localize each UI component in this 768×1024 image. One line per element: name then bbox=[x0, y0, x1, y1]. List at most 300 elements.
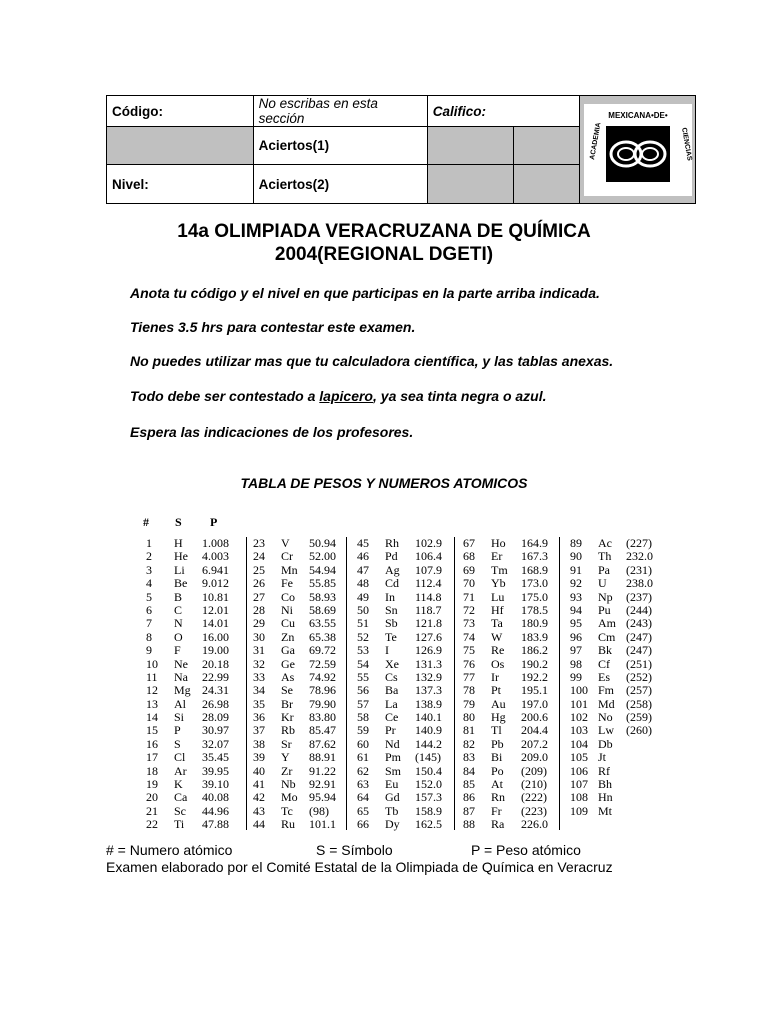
element-symbol: Ne bbox=[174, 656, 188, 671]
element-number: 52 bbox=[357, 629, 369, 644]
element-number: 75 bbox=[463, 643, 475, 658]
element-weight: 35.45 bbox=[202, 750, 229, 765]
element-weight: 118.7 bbox=[415, 602, 442, 617]
element-symbol: Li bbox=[174, 562, 185, 577]
element-number: 94 bbox=[570, 602, 582, 617]
element-number: 14 bbox=[146, 710, 158, 725]
element-number: 28 bbox=[253, 602, 265, 617]
element-weight: 92.91 bbox=[309, 777, 336, 792]
element-number: 104 bbox=[570, 736, 588, 751]
element-number: 103 bbox=[570, 723, 588, 738]
element-symbol: Fr bbox=[491, 803, 502, 818]
title-line1: 14a OLIMPIADA VERACRUZANA DE QUÍMICA bbox=[177, 221, 591, 242]
element-number: 58 bbox=[357, 710, 369, 725]
element-weight: 65.38 bbox=[309, 629, 336, 644]
element-number: 82 bbox=[463, 736, 475, 751]
element-weight: 9.012 bbox=[202, 576, 229, 591]
element-symbol: K bbox=[174, 777, 183, 792]
element-weight: (257) bbox=[626, 683, 652, 698]
element-symbol: Rb bbox=[281, 723, 296, 738]
element-number: 12 bbox=[146, 683, 158, 698]
element-number: 109 bbox=[570, 803, 588, 818]
element-symbol: Be bbox=[174, 576, 188, 591]
element-weight: 168.9 bbox=[521, 562, 548, 577]
element-symbol: Ta bbox=[491, 616, 503, 631]
instruction-4-pre: Todo debe ser contestado a bbox=[130, 388, 320, 404]
aciertos2-box-a bbox=[427, 165, 513, 204]
element-symbol: Ag bbox=[385, 562, 400, 577]
element-number: 55 bbox=[357, 669, 369, 684]
element-symbol: Md bbox=[598, 696, 615, 711]
element-number: 31 bbox=[253, 643, 265, 658]
element-symbol: Cr bbox=[281, 549, 293, 564]
element-weight: 39.10 bbox=[202, 777, 229, 792]
element-symbol: V bbox=[281, 536, 290, 550]
element-number: 36 bbox=[253, 710, 265, 725]
element-weight: 6.941 bbox=[202, 562, 229, 577]
element-weight: 16.00 bbox=[202, 629, 229, 644]
element-symbol: Hf bbox=[491, 602, 504, 617]
element-number: 23 bbox=[253, 536, 265, 550]
element-number: 49 bbox=[357, 589, 369, 604]
element-number: 87 bbox=[463, 803, 475, 818]
element-symbol: Er bbox=[491, 549, 503, 564]
element-weight: 101.1 bbox=[309, 817, 336, 832]
element-number: 27 bbox=[253, 589, 265, 604]
element-weight: 95.94 bbox=[309, 790, 336, 805]
element-symbol: S bbox=[174, 736, 181, 751]
element-symbol: Nb bbox=[281, 777, 296, 792]
element-number: 102 bbox=[570, 710, 588, 725]
element-weight: (260) bbox=[626, 723, 652, 738]
element-symbol: Kr bbox=[281, 710, 294, 725]
element-weight: (252) bbox=[626, 669, 652, 684]
element-symbol: Pa bbox=[598, 562, 610, 577]
element-symbol: Sm bbox=[385, 763, 402, 778]
element-number: 72 bbox=[463, 602, 475, 617]
element-symbol: Ga bbox=[281, 643, 295, 658]
element-symbol: Cf bbox=[598, 656, 610, 671]
element-weight: 14.01 bbox=[202, 616, 229, 631]
element-weight: 106.4 bbox=[415, 549, 442, 564]
element-number: 9 bbox=[146, 643, 152, 658]
element-symbol: Pb bbox=[491, 736, 504, 751]
element-weight: 26.98 bbox=[202, 696, 229, 711]
element-symbol: Jt bbox=[598, 750, 607, 765]
element-symbol: Sb bbox=[385, 616, 398, 631]
aciertos1-box-a bbox=[427, 127, 513, 165]
element-number: 24 bbox=[253, 549, 265, 564]
element-weight: 63.55 bbox=[309, 616, 336, 631]
element-number: 25 bbox=[253, 562, 265, 577]
header-number: # bbox=[143, 515, 149, 529]
element-number: 98 bbox=[570, 656, 582, 671]
element-symbol: In bbox=[385, 589, 395, 604]
element-symbol: Mg bbox=[174, 683, 191, 698]
element-weight: 180.9 bbox=[521, 616, 548, 631]
element-number: 18 bbox=[146, 763, 158, 778]
element-weight: 167.3 bbox=[521, 549, 548, 564]
element-number: 59 bbox=[357, 723, 369, 738]
element-weight: 197.0 bbox=[521, 696, 548, 711]
element-number: 2 bbox=[146, 549, 152, 564]
element-weight: 50.94 bbox=[309, 536, 336, 550]
element-symbol: Ra bbox=[491, 817, 505, 832]
element-symbol: Te bbox=[385, 629, 397, 644]
aciertos1-label: Aciertos(1) bbox=[253, 127, 427, 165]
element-weight: 28.09 bbox=[202, 710, 229, 725]
element-weight: (251) bbox=[626, 656, 652, 671]
element-symbol: O bbox=[174, 629, 183, 644]
element-weight: 192.2 bbox=[521, 669, 548, 684]
element-number: 38 bbox=[253, 736, 265, 751]
element-symbol: Np bbox=[598, 589, 613, 604]
element-number: 1 bbox=[146, 536, 152, 550]
element-number: 44 bbox=[253, 817, 265, 832]
element-symbol: U bbox=[598, 576, 607, 591]
element-symbol: Pd bbox=[385, 549, 398, 564]
logo-cell bbox=[580, 96, 696, 204]
element-weight: 30.97 bbox=[202, 723, 229, 738]
element-symbol: Zn bbox=[281, 629, 295, 644]
academia-logo bbox=[582, 102, 694, 198]
instruction-5: Espera las indicaciones de los profesores. bbox=[130, 424, 414, 440]
element-weight: 204.4 bbox=[521, 723, 548, 738]
element-weight: 157.3 bbox=[415, 790, 442, 805]
column-separator bbox=[246, 537, 247, 830]
element-symbol: Bh bbox=[598, 777, 613, 792]
element-weight: 121.8 bbox=[415, 616, 442, 631]
element-weight: (247) bbox=[626, 643, 652, 658]
element-number: 40 bbox=[253, 763, 265, 778]
element-number: 54 bbox=[357, 656, 369, 671]
element-number: 67 bbox=[463, 536, 475, 550]
element-number: 81 bbox=[463, 723, 475, 738]
element-weight: 140.9 bbox=[415, 723, 442, 738]
element-symbol: Cl bbox=[174, 750, 186, 765]
element-weight: 85.47 bbox=[309, 723, 336, 738]
element-symbol: Rh bbox=[385, 536, 400, 550]
instruction-4-link: lapicero bbox=[319, 388, 373, 404]
element-number: 96 bbox=[570, 629, 582, 644]
svg-text:CIENCIAS: CIENCIAS bbox=[679, 126, 693, 161]
element-weight: 158.9 bbox=[415, 803, 442, 818]
element-symbol: Se bbox=[281, 683, 293, 698]
element-weight: 137.3 bbox=[415, 683, 442, 698]
element-weight: 178.5 bbox=[521, 602, 548, 617]
legend-symbol: S = Símbolo bbox=[316, 842, 393, 858]
element-number: 70 bbox=[463, 576, 475, 591]
legend-number: # = Numero atómico bbox=[106, 842, 233, 858]
element-symbol: Cd bbox=[385, 576, 400, 591]
element-weight: 24.31 bbox=[202, 683, 229, 698]
element-symbol: Pu bbox=[598, 602, 611, 617]
element-number: 21 bbox=[146, 803, 158, 818]
element-symbol: Sr bbox=[281, 736, 292, 751]
element-number: 46 bbox=[357, 549, 369, 564]
element-symbol: Mt bbox=[598, 803, 613, 818]
element-symbol: Ti bbox=[174, 817, 185, 832]
element-symbol: W bbox=[491, 629, 503, 644]
element-symbol: C bbox=[174, 602, 183, 617]
element-symbol: Bi bbox=[491, 750, 503, 765]
instruction-2: Tienes 3.5 hrs para contestar este examen. bbox=[130, 319, 416, 335]
element-number: 77 bbox=[463, 669, 475, 684]
element-symbol: He bbox=[174, 549, 188, 564]
element-symbol: At bbox=[491, 777, 503, 792]
element-weight: 238.0 bbox=[626, 576, 653, 591]
codigo-label: Código: bbox=[107, 96, 254, 127]
element-weight: 55.85 bbox=[309, 576, 336, 591]
element-weight: 107.9 bbox=[415, 562, 442, 577]
element-weight: 200.6 bbox=[521, 710, 548, 725]
element-symbol: Ho bbox=[491, 536, 506, 550]
element-number: 42 bbox=[253, 790, 265, 805]
element-symbol: Ca bbox=[174, 790, 188, 805]
element-number: 32 bbox=[253, 656, 265, 671]
column-separator bbox=[559, 537, 560, 830]
element-weight: 10.81 bbox=[202, 589, 229, 604]
element-number: 68 bbox=[463, 549, 475, 564]
element-symbol: Al bbox=[174, 696, 186, 711]
element-symbol: Ar bbox=[174, 763, 187, 778]
element-weight: (222) bbox=[521, 790, 547, 805]
element-symbol: Pm bbox=[385, 750, 402, 765]
element-number: 45 bbox=[357, 536, 369, 550]
aciertos1-box-b bbox=[514, 127, 580, 165]
element-weight: (231) bbox=[626, 562, 652, 577]
element-weight: 175.0 bbox=[521, 589, 548, 604]
element-symbol: Pr bbox=[385, 723, 396, 738]
element-weight: 22.99 bbox=[202, 669, 229, 684]
element-number: 79 bbox=[463, 696, 475, 711]
element-number: 90 bbox=[570, 549, 582, 564]
element-number: 30 bbox=[253, 629, 265, 644]
element-weight: 91.22 bbox=[309, 763, 336, 778]
element-symbol: P bbox=[174, 723, 181, 738]
element-number: 89 bbox=[570, 536, 582, 550]
element-symbol: Cm bbox=[598, 629, 616, 644]
element-number: 53 bbox=[357, 643, 369, 658]
element-weight: 127.6 bbox=[415, 629, 442, 644]
element-number: 91 bbox=[570, 562, 582, 577]
element-weight: 186.2 bbox=[521, 643, 548, 658]
element-number: 61 bbox=[357, 750, 369, 765]
element-symbol: Cu bbox=[281, 616, 296, 631]
element-weight: 54.94 bbox=[309, 562, 336, 577]
header-table bbox=[106, 95, 696, 204]
element-symbol: Ni bbox=[281, 602, 293, 617]
element-number: 5 bbox=[146, 589, 152, 604]
element-weight: 52.00 bbox=[309, 549, 336, 564]
header-weight: P bbox=[210, 515, 218, 529]
element-weight: 87.62 bbox=[309, 736, 336, 751]
element-weight: 69.72 bbox=[309, 643, 336, 658]
element-symbol: N bbox=[174, 616, 183, 631]
element-number: 17 bbox=[146, 750, 158, 765]
element-weight: 226.0 bbox=[521, 817, 548, 832]
element-weight: 40.08 bbox=[202, 790, 229, 805]
element-number: 64 bbox=[357, 790, 369, 805]
element-number: 57 bbox=[357, 696, 369, 711]
element-weight: 144.2 bbox=[415, 736, 442, 751]
element-symbol: Lw bbox=[598, 723, 614, 738]
element-weight: 164.9 bbox=[521, 536, 548, 550]
element-symbol: Pt bbox=[491, 683, 502, 698]
element-number: 65 bbox=[357, 803, 369, 818]
element-weight: (258) bbox=[626, 696, 652, 711]
element-symbol: Gd bbox=[385, 790, 400, 805]
element-weight: 131.3 bbox=[415, 656, 442, 671]
element-number: 43 bbox=[253, 803, 265, 818]
element-number: 69 bbox=[463, 562, 475, 577]
element-symbol: Hn bbox=[598, 790, 613, 805]
element-number: 62 bbox=[357, 763, 369, 778]
element-symbol: Ac bbox=[598, 536, 612, 550]
element-symbol: Au bbox=[491, 696, 506, 711]
element-weight: 79.90 bbox=[309, 696, 336, 711]
element-symbol: Fm bbox=[598, 683, 615, 698]
instruction-4-post: , ya sea tinta negra o azul. bbox=[373, 388, 547, 404]
element-symbol: Po bbox=[491, 763, 504, 778]
element-weight: (210) bbox=[521, 777, 547, 792]
no-write-note: No escribas en esta sección bbox=[253, 96, 427, 127]
element-weight: (243) bbox=[626, 616, 652, 631]
element-symbol: Na bbox=[174, 669, 188, 684]
element-number: 10 bbox=[146, 656, 158, 671]
element-symbol: Eu bbox=[385, 777, 399, 792]
element-number: 73 bbox=[463, 616, 475, 631]
element-weight: (98) bbox=[309, 803, 329, 818]
element-weight: 114.8 bbox=[415, 589, 442, 604]
element-symbol: Mn bbox=[281, 562, 298, 577]
element-symbol: Xe bbox=[385, 656, 399, 671]
element-number: 100 bbox=[570, 683, 588, 698]
element-symbol: Tc bbox=[281, 803, 293, 818]
element-symbol: Ru bbox=[281, 817, 296, 832]
element-weight: 12.01 bbox=[202, 602, 229, 617]
element-weight: 112.4 bbox=[415, 576, 442, 591]
element-symbol: Ge bbox=[281, 656, 295, 671]
element-number: 29 bbox=[253, 616, 265, 631]
element-symbol: No bbox=[598, 710, 613, 725]
element-number: 106 bbox=[570, 763, 588, 778]
element-symbol: Y bbox=[281, 750, 290, 765]
codigo-field bbox=[107, 127, 254, 165]
credit-line: Examen elaborado por el Comité Estatal de la Olimpiada de Química en Veracruz bbox=[106, 859, 613, 875]
element-number: 34 bbox=[253, 683, 265, 698]
element-weight: 140.1 bbox=[415, 710, 442, 725]
element-symbol: Ir bbox=[491, 669, 499, 684]
element-symbol: Rf bbox=[598, 763, 610, 778]
element-number: 86 bbox=[463, 790, 475, 805]
element-symbol: Tb bbox=[385, 803, 399, 818]
column-separator bbox=[346, 537, 347, 830]
element-weight: 195.1 bbox=[521, 683, 548, 698]
element-weight: 72.59 bbox=[309, 656, 336, 671]
element-number: 8 bbox=[146, 629, 152, 644]
svg-text:MEXICANA•DE•: MEXICANA•DE• bbox=[607, 110, 668, 120]
element-symbol: Db bbox=[598, 736, 613, 751]
element-symbol: As bbox=[281, 669, 295, 684]
element-weight: 138.9 bbox=[415, 696, 442, 711]
element-symbol: Ba bbox=[385, 683, 399, 698]
element-weight: 4.003 bbox=[202, 549, 229, 564]
element-symbol: H bbox=[174, 536, 183, 550]
element-symbol: Co bbox=[281, 589, 296, 604]
element-number: 95 bbox=[570, 616, 582, 631]
element-symbol: Os bbox=[491, 656, 505, 671]
element-symbol: Yb bbox=[491, 576, 506, 591]
element-weight: 39.95 bbox=[202, 763, 229, 778]
element-number: 13 bbox=[146, 696, 158, 711]
element-number: 60 bbox=[357, 736, 369, 751]
element-weight: 58.69 bbox=[309, 602, 336, 617]
table-title: TABLA DE PESOS Y NUMEROS ATOMICOS bbox=[240, 475, 528, 491]
element-weight: (259) bbox=[626, 710, 652, 725]
element-weight: 132.9 bbox=[415, 669, 442, 684]
element-symbol: Hg bbox=[491, 710, 506, 725]
element-number: 71 bbox=[463, 589, 475, 604]
element-symbol: Ce bbox=[385, 710, 399, 725]
element-number: 4 bbox=[146, 576, 152, 591]
svg-text:ACADEMIA: ACADEMIA bbox=[588, 121, 603, 160]
element-number: 48 bbox=[357, 576, 369, 591]
element-number: 51 bbox=[357, 616, 369, 631]
aciertos2-box-b bbox=[514, 165, 580, 204]
instruction-3: No puedes utilizar mas que tu calculadora científica, y las tablas anexas. bbox=[130, 353, 614, 369]
element-symbol: Lu bbox=[491, 589, 505, 604]
element-number: 108 bbox=[570, 790, 588, 805]
element-number: 26 bbox=[253, 576, 265, 591]
element-weight: 162.5 bbox=[415, 817, 442, 832]
element-number: 47 bbox=[357, 562, 369, 577]
element-weight: 44.96 bbox=[202, 803, 229, 818]
instruction-1: Anota tu código y el nivel en que participas en la parte arriba indicada. bbox=[130, 285, 600, 301]
element-weight: (227) bbox=[626, 536, 652, 550]
legend-weight: P = Peso atómico bbox=[471, 842, 581, 858]
element-weight: 19.00 bbox=[202, 643, 229, 658]
element-symbol: Rn bbox=[491, 790, 506, 805]
element-symbol: Am bbox=[598, 616, 616, 631]
element-number: 22 bbox=[146, 817, 158, 832]
element-number: 101 bbox=[570, 696, 588, 711]
element-weight: (145) bbox=[415, 750, 441, 765]
nivel-label: Nivel: bbox=[107, 165, 254, 204]
element-weight: 1.008 bbox=[202, 536, 229, 550]
element-number: 78 bbox=[463, 683, 475, 698]
element-number: 107 bbox=[570, 777, 588, 792]
element-weight: 83.80 bbox=[309, 710, 336, 725]
element-weight: 78.96 bbox=[309, 683, 336, 698]
element-symbol: B bbox=[174, 589, 183, 604]
element-number: 83 bbox=[463, 750, 475, 765]
element-number: 41 bbox=[253, 777, 265, 792]
califico-label: Califico: bbox=[427, 96, 579, 127]
element-symbol: Es bbox=[598, 669, 610, 684]
element-weight: 183.9 bbox=[521, 629, 548, 644]
element-weight: 209.0 bbox=[521, 750, 548, 765]
element-weight: 232.0 bbox=[626, 549, 653, 564]
element-number: 76 bbox=[463, 656, 475, 671]
element-number: 35 bbox=[253, 696, 265, 711]
element-number: 99 bbox=[570, 669, 582, 684]
element-number: 20 bbox=[146, 790, 158, 805]
element-number: 74 bbox=[463, 629, 475, 644]
element-number: 66 bbox=[357, 817, 369, 832]
element-symbol: Dy bbox=[385, 817, 400, 832]
element-number: 19 bbox=[146, 777, 158, 792]
